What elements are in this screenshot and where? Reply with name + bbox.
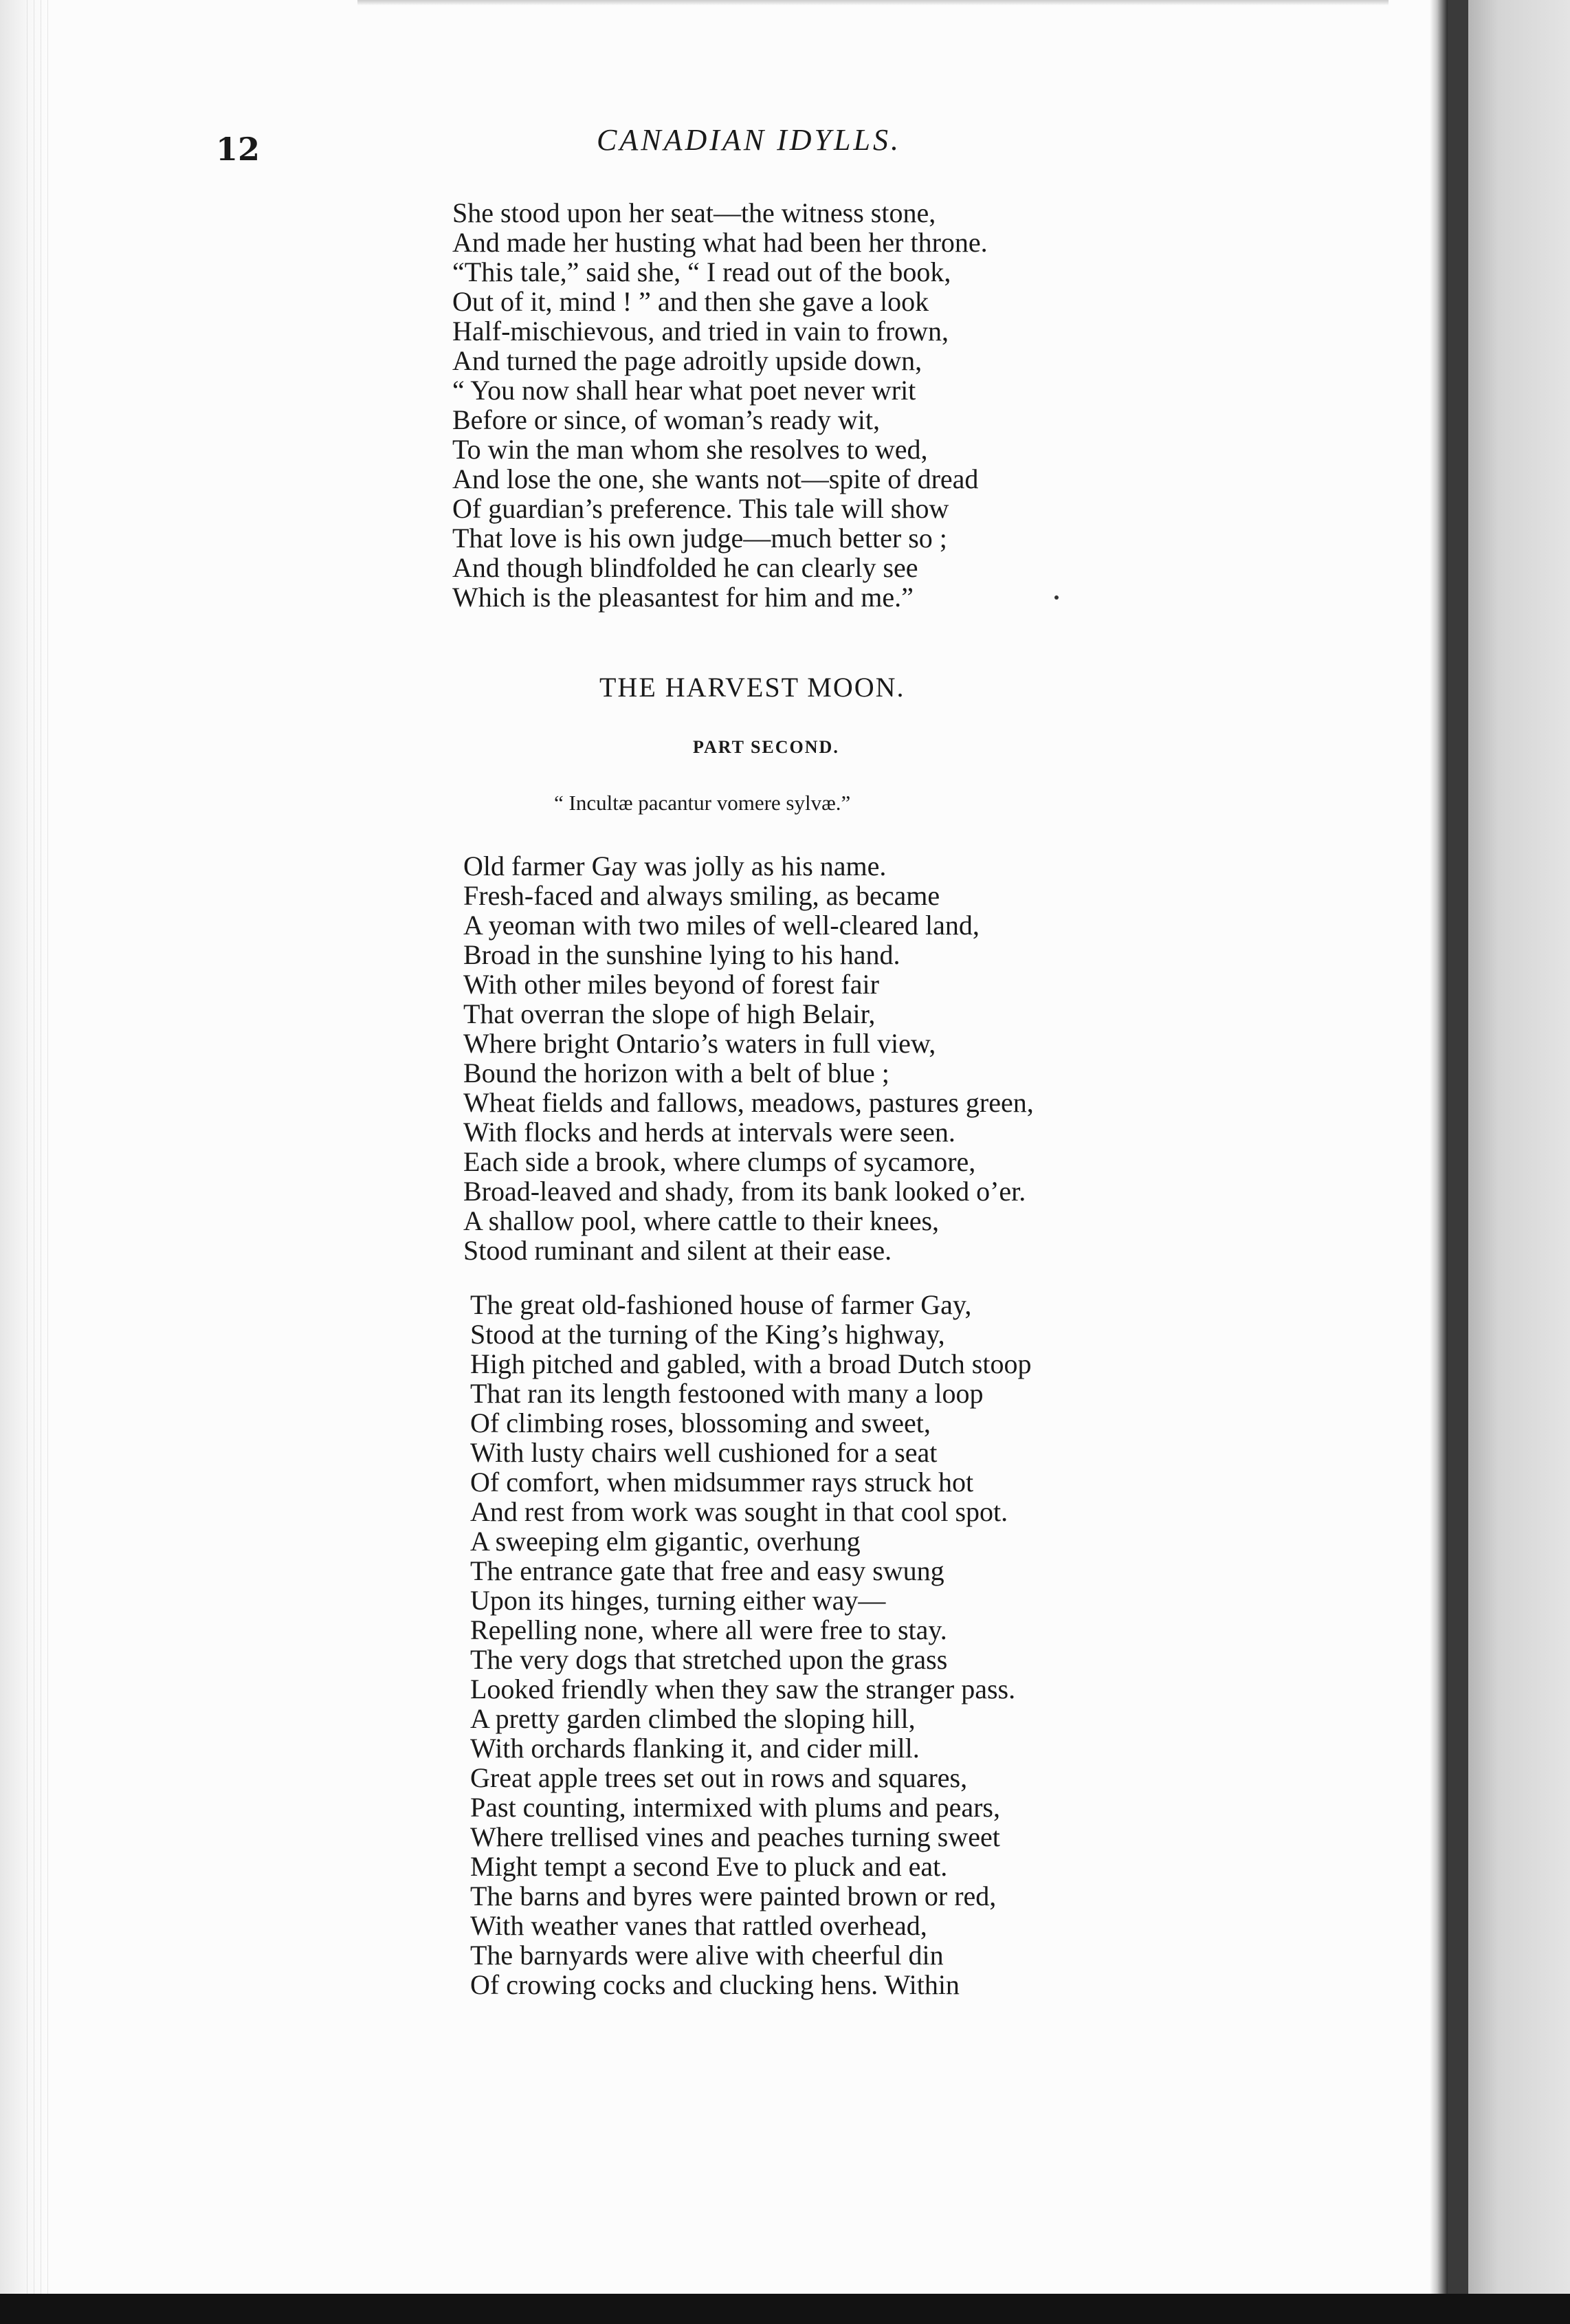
verse-line: And made her husting what had been her throne. [452, 227, 988, 258]
right-gutter-shadow [1430, 0, 1448, 2324]
verse-line: Where bright Ontario’s waters in full view, [463, 1028, 936, 1059]
epigraph: “ Incultæ pacantur vomere sylvæ.” [554, 791, 851, 815]
verse-line: And rest from work was sought in that cool spot. [470, 1496, 1008, 1527]
verse-line: That love is his own judge—much better so ; [452, 523, 947, 553]
stanza-farmer-gay [463, 851, 1034, 1265]
verse-line: Repelling none, where all were free to stay. [470, 1614, 947, 1645]
right-scan-margin [1468, 0, 1570, 2324]
verse-line: Which is the pleasantest for him and me.” [452, 582, 914, 613]
verse-line: With weather vanes that rattled overhead, [470, 1910, 927, 1941]
verse-line: That overran the slope of high Belair, [463, 998, 876, 1029]
verse-line: Before or since, of woman’s ready wit, [452, 404, 881, 435]
stanza-intro [452, 198, 988, 612]
verse-line: Upon its hinges, turning either way— [470, 1585, 886, 1616]
verse-line: A pretty garden climbed the sloping hill, [470, 1703, 916, 1734]
verse-line: Out of it, mind ! ” and then she gave a look [452, 286, 929, 317]
verse-line: To win the man whom she resolves to wed, [452, 434, 928, 465]
verse-line: The great old-fashioned house of farmer Gay, [470, 1289, 972, 1320]
verse-line: “ You now shall hear what poet never writ [452, 375, 916, 406]
verse-line: Half-mischievous, and tried in vain to frown, [452, 316, 949, 347]
verse-line: Great apple trees set out in rows and squares, [470, 1762, 968, 1793]
verse-line: Where trellised vines and peaches turning sweet [470, 1821, 1000, 1852]
verse-line: Wheat fields and fallows, meadows, pastures green, [463, 1087, 1034, 1118]
part-label: PART SECOND. [693, 737, 839, 757]
verse-line: The barns and byres were painted brown or red, [470, 1881, 997, 1911]
verse-line: High pitched and gabled, with a broad Dutch stoop [470, 1348, 1032, 1379]
verse-line: She stood upon her seat—the witness stone, [452, 197, 936, 228]
verse-line: Broad-leaved and shady, from its bank looked o’er. [463, 1176, 1026, 1207]
verse-line: Stood at the turning of the King’s highway, [470, 1319, 945, 1350]
verse-line: Stood ruminant and silent at their ease. [463, 1235, 892, 1266]
verse-line: Each side a brook, where clumps of sycamore, [463, 1146, 976, 1177]
bottom-scan-margin [0, 2294, 1570, 2324]
ink-speck [1054, 595, 1059, 600]
verse-line: With other miles beyond of forest fair [463, 969, 879, 1000]
verse-line: “This tale,” said she, “ I read out of the book, [452, 256, 951, 287]
verse-line: The entrance gate that free and easy swung [470, 1555, 944, 1586]
verse-line: The very dogs that stretched upon the grass [470, 1644, 948, 1675]
verse-line: With orchards flanking it, and cider mill. [470, 1733, 920, 1764]
stanza-farmhouse [470, 1290, 1031, 1999]
verse-line: Past counting, intermixed with plums and pears, [470, 1792, 1000, 1823]
verse-line: The barnyards were alive with cheerful din [470, 1940, 944, 1971]
verse-line: And turned the page adroitly upside down, [452, 345, 922, 376]
verse-line: Bound the horizon with a belt of blue ; [463, 1057, 889, 1088]
verse-line: Looked friendly when they saw the stranger pass. [470, 1674, 1016, 1704]
top-edge-shadow [357, 0, 1389, 6]
verse-line: Fresh-faced and always smiling, as became [463, 880, 940, 911]
running-head: CANADIAN IDYLLS. [597, 123, 901, 157]
right-binding-edge [1448, 0, 1468, 2324]
verse-line: Of comfort, when midsummer rays struck hot [470, 1467, 974, 1498]
verse-line: A shallow pool, where cattle to their knees, [463, 1205, 940, 1236]
verse-line: With flocks and herds at intervals were seen. [463, 1117, 955, 1148]
verse-line: A sweeping elm gigantic, overhung [470, 1526, 861, 1557]
verse-line: And though blindfolded he can clearly see [452, 552, 918, 583]
page-number: 12 [216, 131, 261, 168]
left-page-edge-lines [21, 0, 48, 2324]
verse-line: That ran its length festooned with many a loop [470, 1378, 984, 1409]
verse-line: Of guardian’s preference. This tale will show [452, 493, 949, 524]
verse-line: Of climbing roses, blossoming and sweet, [470, 1407, 931, 1438]
verse-line: Might tempt a second Eve to pluck and eat. [470, 1851, 948, 1882]
verse-line: And lose the one, she wants not—spite of dread [452, 463, 979, 494]
verse-line: Of crowing cocks and clucking hens. Within [470, 1969, 960, 2000]
verse-line: Old farmer Gay was jolly as his name. [463, 851, 887, 881]
verse-line: With lusty chairs well cushioned for a seat [470, 1437, 938, 1468]
poem-title: THE HARVEST MOON. [599, 672, 905, 703]
verse-line: A yeoman with two miles of well-cleared land, [463, 910, 980, 941]
verse-line: Broad in the sunshine lying to his hand. [463, 939, 900, 970]
